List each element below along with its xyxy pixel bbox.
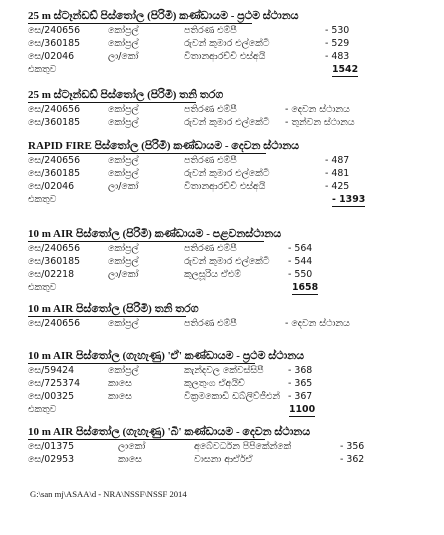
title-underline [28, 23, 252, 24]
title-underline [28, 316, 186, 317]
title-underline [28, 363, 255, 364]
service-number: සෙ/59424 [28, 365, 75, 376]
member-name: පතිරණ එම්පී [184, 104, 237, 115]
score-value: - 483 [325, 51, 350, 62]
total-row [0, 194, 444, 206]
member-row [0, 318, 444, 330]
member-name: විතානආරච්චි එස්අයි [184, 51, 266, 62]
service-number: සෙ/360185 [28, 38, 81, 49]
service-number: සෙ/360185 [28, 256, 81, 267]
score-value: - 367 [288, 391, 313, 402]
title-underline [28, 241, 264, 242]
rank-label: කෝප්‍රල් [108, 318, 139, 329]
rank-label: ලා/කෝ [108, 51, 139, 62]
service-number: සෙ/02046 [28, 181, 75, 192]
section-title: 10 m AIR පිස්තෝල (ගැහැණු) 'ඒ' කණ්ඩායම - ප්‍රථම ස්ථානය [28, 350, 305, 362]
service-number: සෙ/240656 [28, 155, 81, 166]
score-value: - 550 [288, 269, 313, 280]
score-value: - 529 [325, 38, 350, 49]
service-number: සෙ/00325 [28, 391, 75, 402]
total-row [0, 404, 444, 416]
total-label: එකතුව [28, 194, 57, 205]
member-name: කැන්දවල කේවස්සිපී [184, 365, 264, 376]
rank-label: කාසෙ [108, 378, 132, 389]
rank-label: කෝප්‍රල් [108, 243, 139, 254]
score-value: - 356 [340, 441, 365, 452]
rank-label: කෝප්‍රල් [108, 117, 139, 128]
member-row [0, 454, 444, 466]
service-number: සෙ/240656 [28, 318, 81, 329]
service-number: සෙ/240656 [28, 25, 81, 36]
total-value: - 1393 [332, 194, 366, 205]
section-title: 25 m ස්ටෑන්ඩඩ් පිස්තෝල (පිරිමි) කණ්ඩායම - ප්‍රථම ස්ථානය [28, 10, 299, 22]
score-value: - 487 [325, 155, 350, 166]
section-title: RAPID FIRE පිස්තෝල (පිරිමි) කණ්ඩායම - දෙවන ස්ථානය [28, 140, 300, 152]
score-value: - දෙවන ස්ථානය [285, 104, 350, 115]
title-underline [28, 439, 265, 440]
score-value: - 481 [325, 168, 350, 179]
total-row [0, 282, 444, 294]
member-row [0, 51, 444, 63]
member-name: පතිරණ එම්පී [184, 243, 237, 254]
section-title: 10 m AIR පිස්තෝල (පිරිමි) තනි තරග [28, 303, 199, 315]
member-row [0, 155, 444, 167]
member-row [0, 104, 444, 116]
total-value: 1542 [332, 64, 359, 75]
section-title: 25 m ස්ටෑන්ඩඩ් පිස්තෝල (පිරිමි) තනි තරග [28, 89, 224, 101]
total-value: 1658 [292, 282, 319, 293]
member-name: රුවන් කුමාර එල්කේටී [184, 117, 270, 128]
member-row [0, 269, 444, 281]
rank-label: ලාකෝ [118, 441, 146, 452]
member-row [0, 38, 444, 50]
member-name: පතිරණ එම්පී [184, 25, 237, 36]
section-title: 10 m AIR පිස්තෝල (පිරිමි) කණ්ඩායම - පළවනස්ථානය [28, 228, 282, 240]
rank-label: කෝප්‍රල් [108, 256, 139, 267]
rank-label: කෝප්‍රල් [108, 365, 139, 376]
member-row [0, 25, 444, 37]
total-label: එකතුව [28, 64, 57, 75]
member-row [0, 378, 444, 390]
rank-label: කෝප්‍රල් [108, 38, 139, 49]
member-row [0, 365, 444, 377]
service-number: සෙ/01375 [28, 441, 75, 452]
score-value: - 368 [288, 365, 313, 376]
rank-label: කෝප්‍රල් [108, 25, 139, 36]
member-name: රුවන් කුමාර එල්කේටී [184, 38, 270, 49]
member-row [0, 117, 444, 129]
member-name: වික්‍රමකොඩි ඩබ්ලිව්ජීඑන් [184, 391, 280, 402]
member-name: පතිරණ එම්පී [184, 155, 237, 166]
score-value: - 530 [325, 25, 350, 36]
member-row [0, 441, 444, 453]
title-underline [28, 153, 266, 154]
member-name: විතානආරච්චි එස්අයි [184, 181, 266, 192]
member-name: වාසනා ආර්ඒඒ [194, 454, 253, 465]
member-name: රුවන් කුමාර එල්කේටී [184, 168, 270, 179]
rank-label: කෝප්‍රල් [108, 155, 139, 166]
score-value: - තුන්වන ස්ථානය [285, 117, 355, 128]
member-name: අබේවර්ධන පිපිකේන්කේ [194, 441, 292, 452]
score-value: - 362 [340, 454, 365, 465]
member-name: කුලසූරිය ඒඑම් [184, 269, 241, 280]
rank-label: කෝප්‍රල් [108, 168, 139, 179]
service-number: සෙ/240656 [28, 243, 81, 254]
total-row [0, 64, 444, 76]
total-label: එකතුව [28, 404, 57, 415]
score-value: - 544 [288, 256, 313, 267]
service-number: සෙ/240656 [28, 104, 81, 115]
member-row [0, 256, 444, 268]
service-number: සෙ/360185 [28, 117, 81, 128]
title-underline [28, 102, 196, 103]
member-name: රුවන් කුමාර එල්කේටී [184, 256, 270, 267]
member-name: පතිරණ එම්පී [184, 318, 237, 329]
total-value: 1100 [289, 404, 316, 415]
member-row [0, 391, 444, 403]
service-number: සෙ/02218 [28, 269, 75, 280]
service-number: සෙ/02953 [28, 454, 75, 465]
service-number: සෙ/02046 [28, 51, 75, 62]
score-value: - 564 [288, 243, 313, 254]
total-label: එකතුව [28, 282, 57, 293]
member-row [0, 168, 444, 180]
rank-label: කාසෙ [118, 454, 142, 465]
score-value: - 425 [325, 181, 350, 192]
score-value: - දෙවන ස්ථානය [285, 318, 350, 329]
score-value: - 365 [288, 378, 313, 389]
member-row [0, 243, 444, 255]
member-row [0, 181, 444, 193]
service-number: සෙ/725374 [28, 378, 81, 389]
rank-label: කාසෙ [108, 391, 132, 402]
rank-label: කෝප්‍රල් [108, 104, 139, 115]
rank-label: ලා/කෝ [108, 269, 139, 280]
section-title: 10 m AIR පිස්තෝල (ගැහැණු) 'බී' කණ්ඩායම - දෙවන ස්ථානය [28, 426, 311, 438]
file-path-footer: G:\san mj\ASAA\d - NRA\NSSF\NSSF 2014 [30, 489, 187, 499]
member-name: කුලතුංග ඒඅයිච් [184, 378, 245, 389]
service-number: සෙ/360185 [28, 168, 81, 179]
rank-label: ලා/කෝ [108, 181, 139, 192]
